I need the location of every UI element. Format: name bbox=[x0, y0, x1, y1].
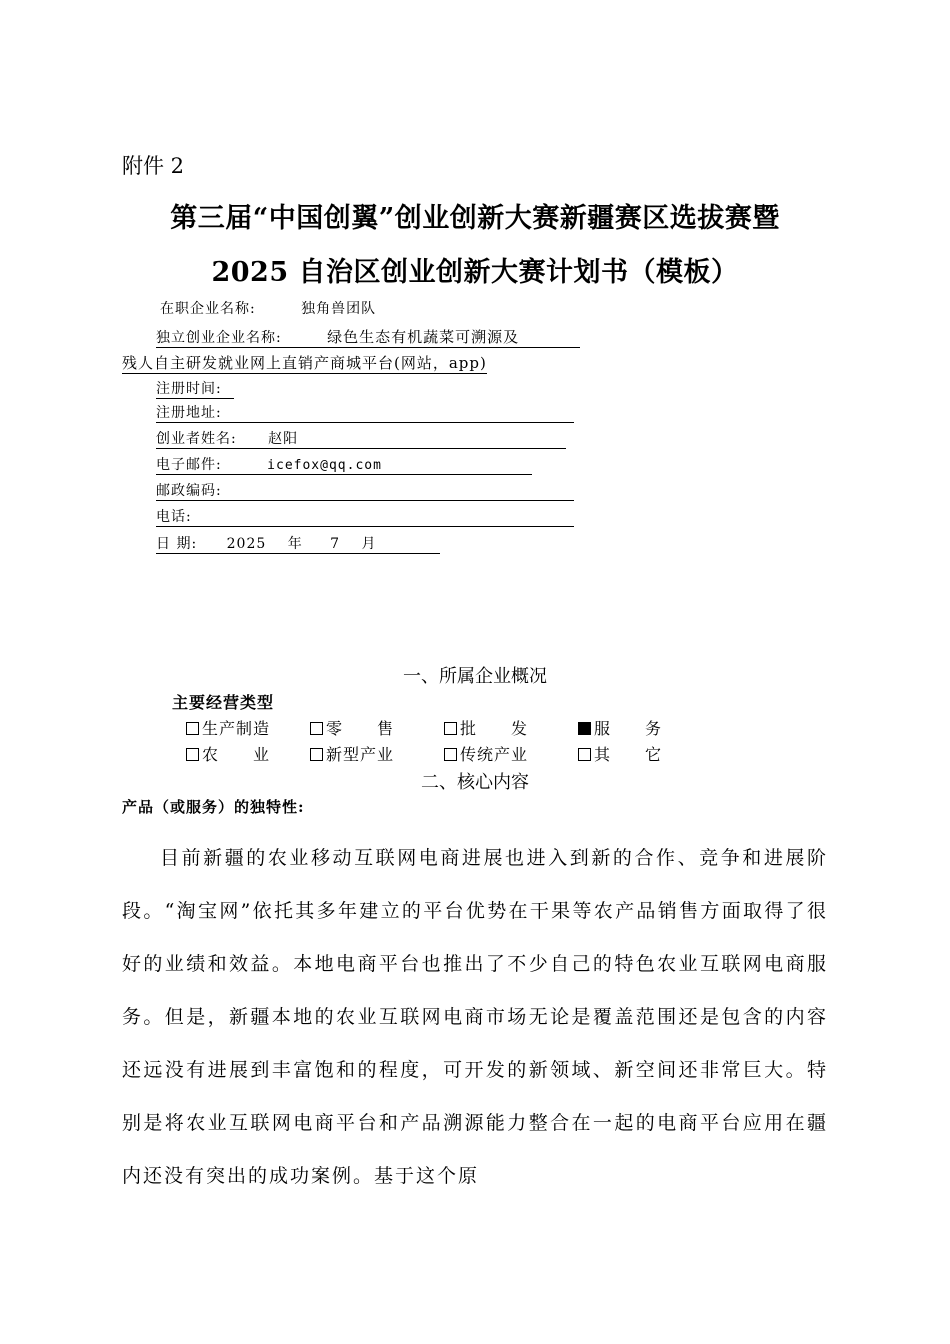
reg-time-field bbox=[156, 378, 234, 399]
body-paragraph: 目前新疆的农业移动互联网电商进展也进入到新的合作、竞争和进展阶段。“淘宝网”依托其多年建立的平台优势在干果等农产品销售方面取得了很好的业绩和效益。本地电商平台也推出了不少自己的特色农业互联网电商服务。但是，新疆本地的农业互联网电商市场无论是覆盖范围还是包含的内容还远没有进展到丰富饱和的程度，可开发的新领域、新空间还非常巨大。特别是将农业互联网电商平台和产品溯源能力整合在一起的电商平台应用在疆内还没有突出的成功案例。基于这个原 bbox=[122, 847, 828, 1187]
email-value: icefox@qq.com bbox=[267, 458, 382, 473]
email-label: 电子邮件: bbox=[156, 457, 222, 473]
independent-company-value-line1: 绿色生态有机蔬菜可溯源及 bbox=[327, 328, 520, 346]
business-type-label: 主要经营类型 bbox=[172, 693, 275, 712]
date-year: 2025 bbox=[226, 536, 267, 552]
reg-address-label: 注册地址: bbox=[156, 405, 222, 421]
document-title-line2: 2025 自治区创业创新大赛计划书（模板） bbox=[211, 257, 739, 288]
founder-field bbox=[156, 428, 566, 449]
attachment-label: 附件 2 bbox=[122, 154, 185, 178]
document-title-line1: 第三届“中国创翼”创业创新大赛新疆赛区选拔赛暨 bbox=[170, 203, 780, 234]
option-new-industry[interactable]: 新型产业 bbox=[310, 742, 394, 765]
option-service[interactable]: 服 务 bbox=[578, 716, 662, 739]
company-field bbox=[160, 298, 376, 318]
founder-label: 创业者姓名: bbox=[156, 431, 237, 447]
email-field bbox=[156, 454, 532, 475]
postcode-label: 邮政编码: bbox=[156, 483, 222, 499]
date-month-unit: 月 bbox=[361, 536, 377, 552]
section-heading-2: 二、核心内容 bbox=[421, 772, 529, 793]
independent-company-value-line2: 残人自主研发就业网上直销产商城平台(网站，app) bbox=[122, 354, 487, 372]
date-label: 日 期: bbox=[156, 536, 198, 552]
postcode-field bbox=[156, 480, 574, 501]
phone-label: 电话: bbox=[156, 509, 192, 525]
section-heading-1: 一、所属企业概况 bbox=[403, 666, 547, 687]
checked-checkbox-icon bbox=[578, 722, 591, 735]
checkbox-icon bbox=[310, 748, 323, 761]
checkbox-icon bbox=[578, 748, 591, 761]
date-month: 7 bbox=[330, 536, 341, 552]
phone-field bbox=[156, 506, 574, 527]
option-traditional-industry[interactable]: 传统产业 bbox=[444, 742, 528, 765]
product-uniqueness-label: 产品（或服务）的独特性: bbox=[122, 798, 305, 816]
reg-address-field bbox=[156, 402, 574, 423]
option-manufacturing[interactable]: 生产制造 bbox=[186, 716, 270, 739]
date-field bbox=[156, 533, 440, 554]
checkbox-icon bbox=[444, 722, 457, 735]
founder-value: 赵阳 bbox=[268, 431, 299, 447]
option-agriculture[interactable]: 农 业 bbox=[186, 742, 270, 765]
checkbox-icon bbox=[444, 748, 457, 761]
option-wholesale[interactable]: 批 发 bbox=[444, 716, 528, 739]
checkbox-icon bbox=[186, 748, 199, 761]
company-value: 独角兽团队 bbox=[301, 301, 377, 317]
checkbox-icon bbox=[310, 722, 323, 735]
independent-company-field bbox=[156, 326, 580, 348]
option-retail[interactable]: 零 售 bbox=[310, 716, 394, 739]
date-year-unit: 年 bbox=[287, 536, 303, 552]
option-other[interactable]: 其 它 bbox=[578, 742, 662, 765]
company-label: 在职企业名称: bbox=[160, 301, 256, 317]
checkbox-icon bbox=[186, 722, 199, 735]
reg-time-label: 注册时间: bbox=[156, 378, 234, 399]
independent-company-label: 独立创业企业名称: bbox=[156, 330, 282, 346]
